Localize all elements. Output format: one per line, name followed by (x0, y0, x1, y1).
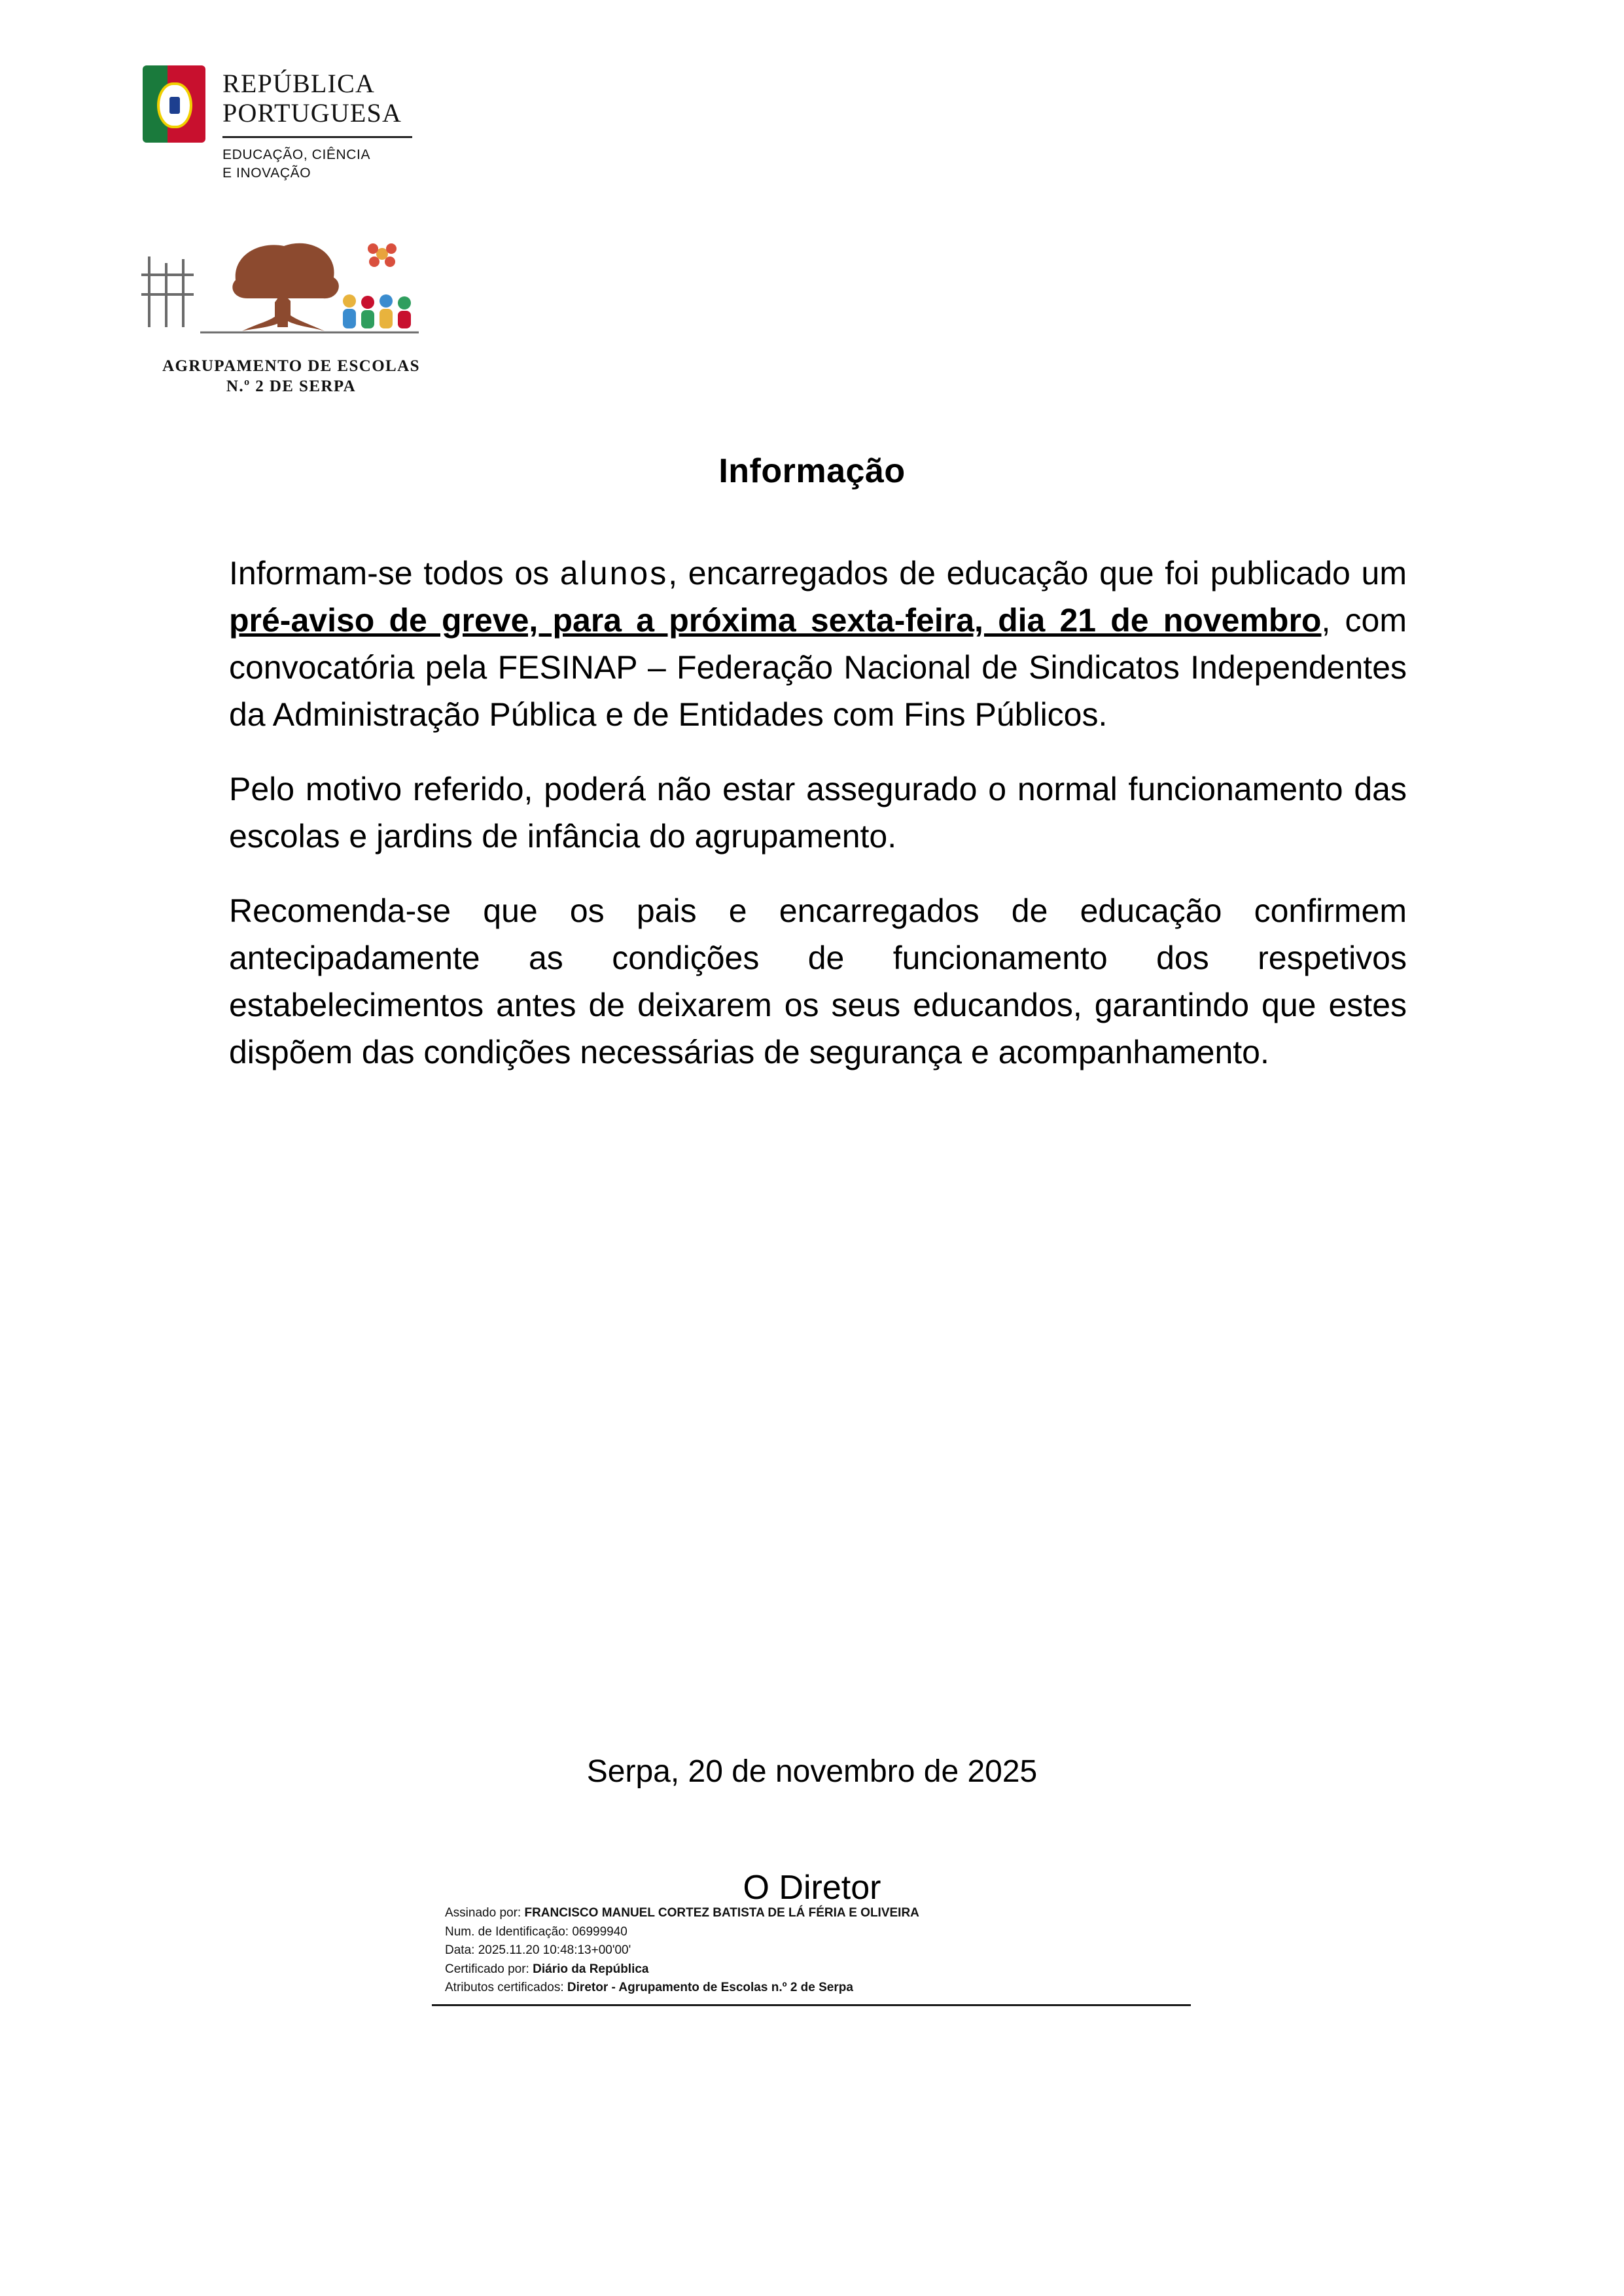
signature-date (445, 1941, 1191, 1960)
logo-row (143, 65, 601, 183)
republica-text-block (222, 65, 412, 183)
identification-value: 06999940 (572, 1924, 627, 1939)
portuguese-shield-icon (143, 65, 205, 143)
tree-trunk (242, 297, 279, 331)
signature-date-value: 2025.11.20 10:48:13+00'00' (478, 1943, 631, 1957)
signed-by-value: FRANCISCO MANUEL CORTEZ BATISTA DE LÁ FÉRIA E OLIVEIRA (524, 1906, 919, 1920)
digital-signature-block (445, 1904, 1191, 2006)
republica-line2: PORTUGUESA (222, 97, 402, 128)
signature-attributes (445, 1979, 1191, 1998)
p1-spaced-word: alunos (559, 555, 669, 592)
republica-line1: REPÚBLICA (222, 69, 376, 98)
school-logo (137, 229, 445, 397)
school-name-line2: N.º 2 DE SERPA (226, 378, 357, 396)
signature-date-label: Data: (445, 1943, 475, 1957)
p1-before: Informam-se todos os (229, 555, 560, 592)
paragraph-1 (229, 550, 1407, 738)
place-and-date: Serpa, 20 de novembro de 2025 (586, 1754, 1038, 1789)
shield-emblem (157, 82, 192, 128)
fence-icon (141, 256, 194, 327)
school-name-block (137, 356, 445, 397)
school-name-line1: AGRUPAMENTO DE ESCOLAS (162, 357, 420, 375)
attributes-label: Atributos certificados: (445, 1981, 564, 1994)
certified-by-value: Diário da República (533, 1962, 649, 1976)
document-title: Informação (718, 452, 906, 490)
p1-after: , com convocatória pela FESINAP – Federação Nacional de Sindicatos Independentes da Administração Pública e de Entidades com Fins Públicos. (229, 602, 1407, 733)
republica-portuguesa-logo (143, 65, 601, 183)
paragraph-2: Pelo motivo referido, poderá não estar assegurado o normal funcionamento das escolas e jardins de infância do agrupamento. (229, 771, 1407, 855)
signature-certified-by (445, 1960, 1191, 1979)
signature-signed-by (445, 1904, 1191, 1923)
flower-icon (368, 243, 397, 267)
signed-by-label: Assinado por: (445, 1906, 521, 1920)
children-figures (343, 294, 411, 328)
identification-label: Num. de Identificação: (445, 1924, 569, 1939)
p1-middle: , encarregados de educação que foi publicado um (668, 555, 1407, 592)
ministry-line2: E INOVAÇÃO (222, 165, 311, 181)
tree-roots (287, 297, 325, 331)
p1-highlight: pré-aviso de greve, para a próxima sexta-feira, dia 21 de novembro (229, 602, 1322, 639)
signature-underline (432, 2004, 1191, 2006)
attributes-value: Diretor - Agrupamento de Escolas n.º 2 de Serpa (567, 1981, 853, 1994)
school-logo-artwork (137, 229, 425, 353)
ministry-line1: EDUCAÇÃO, CIÊNCIA (222, 147, 371, 162)
certified-by-label: Certificado por: (445, 1962, 529, 1976)
tree-canopy (232, 243, 339, 298)
signature-identification (445, 1923, 1191, 1942)
republica-divider (222, 136, 412, 138)
document-body (229, 550, 1407, 1076)
signer-title: O Diretor (743, 1869, 881, 1907)
paragraph-3: Recomenda-se que os pais e encarregados de educação confirmem antecipadamente as condições de funcionamento dos respetivos estabelecimentos antes de deixarem os seus educandos, garantindo que estes dispõem das condições necessárias de segurança e acompanhamento. (229, 892, 1407, 1070)
tree-and-children-icon (137, 229, 425, 353)
